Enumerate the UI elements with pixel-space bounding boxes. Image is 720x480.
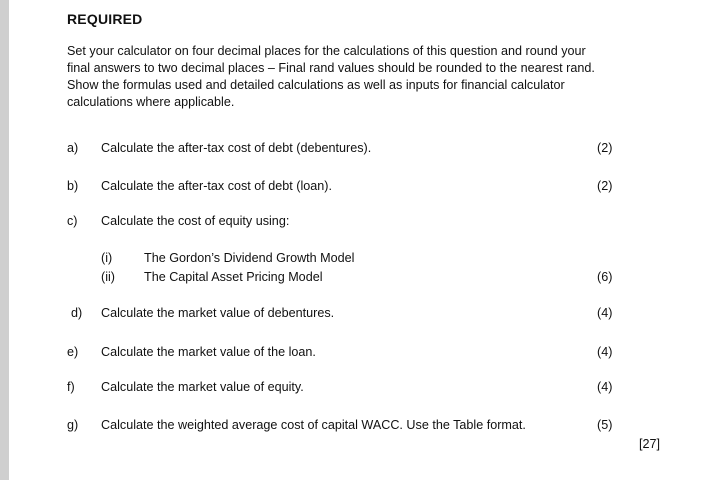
question-marks: (4) [597,345,613,359]
question-letter: d) [71,306,83,320]
subitem-text: The Gordon’s Dividend Growth Model [144,251,355,265]
subitem-number: (i) [101,251,113,265]
question-marks: (4) [597,306,613,320]
question-marks: (2) [597,179,613,193]
question-text: Calculate the after-tax cost of debt (loan). [101,179,333,193]
question-marks: (5) [597,418,613,432]
question-marks: (4) [597,380,613,394]
question-text: Calculate the after-tax cost of debt (debentures). [101,141,372,155]
question-letter: b) [67,179,79,193]
question-text: Calculate the cost of equity using: [101,214,290,228]
instructions-line: final answers to two decimal places – Final rand values should be rounded to the nearest rand. [67,61,595,75]
question-marks: (2) [597,141,613,155]
question-letter: f) [67,380,75,394]
question-letter: e) [67,345,79,359]
question-text: Calculate the market value of equity. [101,380,304,394]
left-edge-bar [0,0,9,480]
subitem-text: The Capital Asset Pricing Model [144,270,323,284]
subitem-number: (ii) [101,270,115,284]
total-marks: [27] [639,437,661,451]
instructions-paragraph [67,43,671,111]
question-letter: a) [67,141,79,155]
instructions-line: calculations where applicable. [67,95,235,109]
question-letter: c) [67,214,78,228]
subitem-marks: (6) [597,270,613,284]
question-text: Calculate the market value of the loan. [101,345,316,359]
instructions-line: Set your calculator on four decimal places for the calculations of this question and round your [67,44,586,58]
section-heading: REQUIRED [67,11,143,27]
question-text: Calculate the market value of debentures. [101,306,335,320]
question-letter: g) [67,418,79,432]
instructions-line: Show the formulas used and detailed calculations as well as inputs for financial calculator [67,78,565,92]
question-text: Calculate the weighted average cost of capital WACC. Use the Table format. [101,418,526,432]
